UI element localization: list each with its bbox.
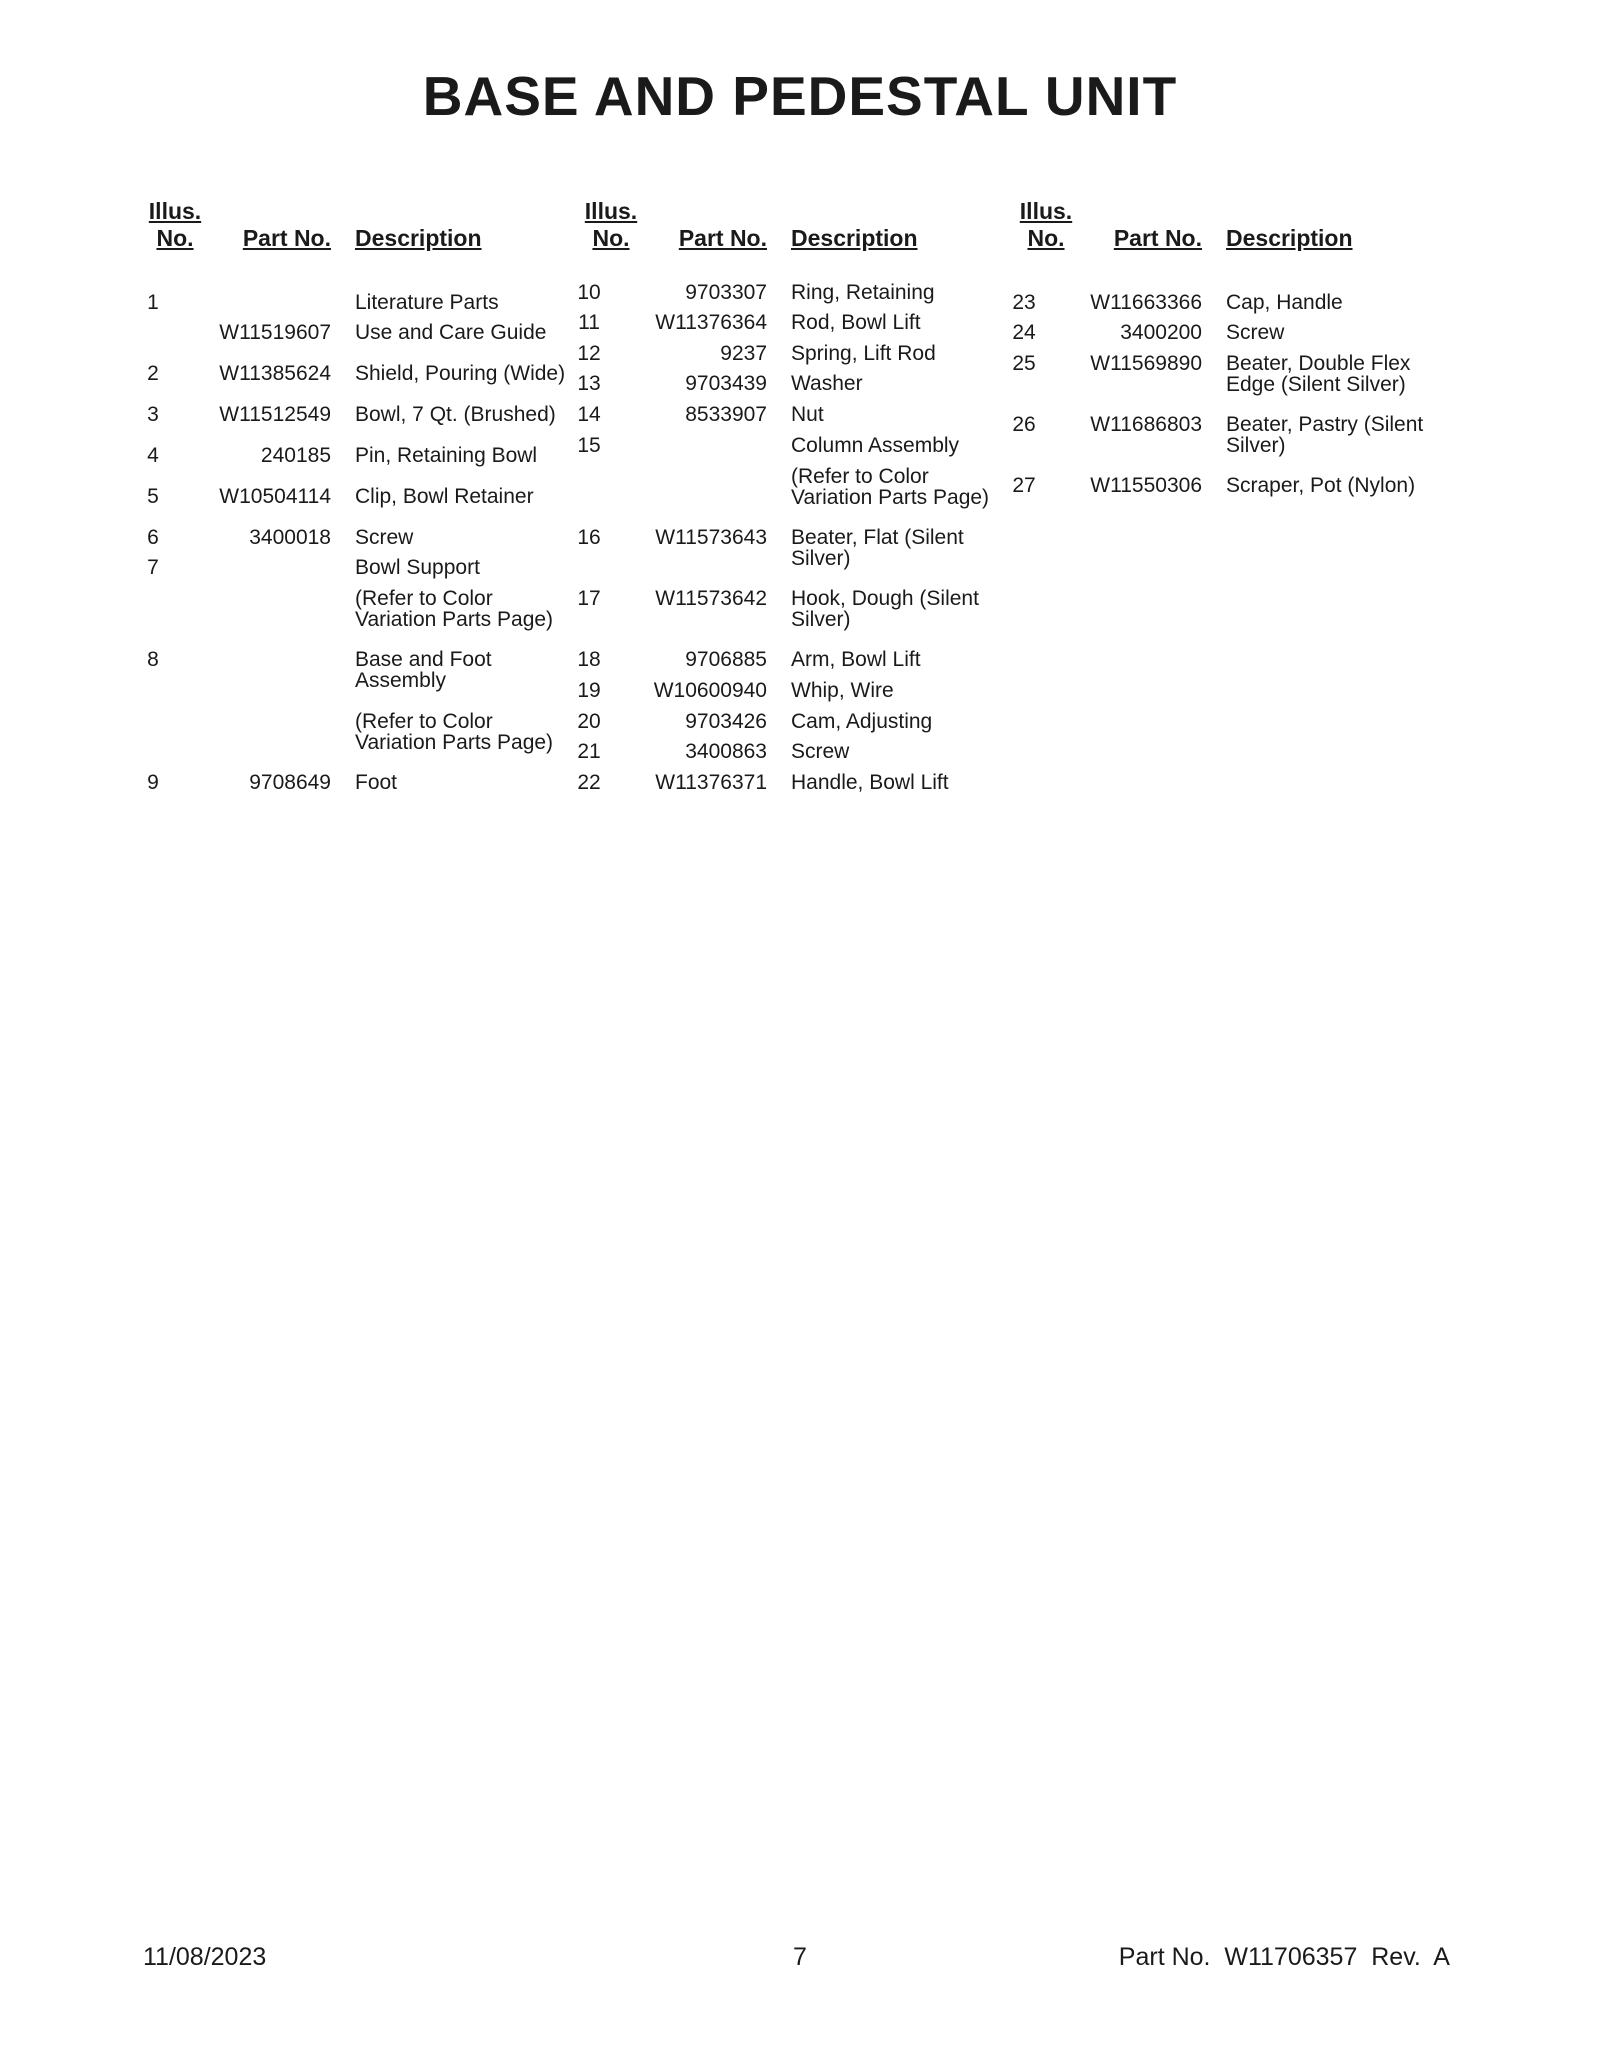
part-number: 9703426	[685, 710, 767, 733]
description-line: Arm, Bowl Lift	[791, 648, 921, 671]
part-description	[791, 527, 964, 569]
description-line: Silver)	[791, 608, 851, 631]
part-number: W11385624	[219, 362, 331, 385]
description-line: Spring, Lift Rod	[791, 342, 936, 365]
description-line: Hook, Dough (Silent	[791, 587, 979, 610]
part-description	[1226, 322, 1284, 343]
footer-part-number: Part No. W11706357 Rev. A	[1118, 1943, 1450, 1971]
illus-number: 6	[147, 526, 159, 549]
part-description	[791, 343, 936, 364]
illus-number: 8	[147, 648, 159, 671]
column-header-illus-no: Illus. No.	[1019, 198, 1073, 251]
illus-number: 13	[577, 372, 601, 395]
illus-number: 17	[577, 587, 601, 610]
description-line: Literature Parts	[355, 291, 499, 314]
illus-number: 21	[577, 740, 601, 763]
description-line: Screw	[355, 526, 414, 549]
part-description	[791, 312, 921, 333]
description-line: (Refer to Color	[355, 710, 493, 733]
illus-number: 18	[577, 648, 601, 671]
part-description	[1226, 475, 1415, 496]
column-header-description: Description	[1226, 225, 1353, 251]
description-line: Cam, Adjusting	[791, 710, 933, 733]
illus-number: 24	[1012, 321, 1036, 344]
part-description	[1226, 292, 1343, 313]
description-line: Washer	[791, 372, 863, 395]
part-description	[355, 711, 553, 753]
illus-number: 23	[1012, 291, 1036, 314]
description-line: Whip, Wire	[791, 679, 894, 702]
part-description	[791, 435, 959, 456]
description-line: Silver)	[1226, 434, 1286, 457]
part-description	[355, 322, 546, 343]
part-number: 9703439	[685, 372, 767, 395]
part-number: W11573643	[655, 526, 767, 549]
description-line: Handle, Bowl Lift	[791, 771, 949, 794]
description-line: Screw	[791, 740, 850, 763]
part-number: W10504114	[219, 485, 331, 508]
page-title: BASE AND PEDESTAL UNIT	[422, 65, 1178, 127]
column-header-part-no: Part No.	[1113, 225, 1202, 251]
part-description	[791, 466, 989, 508]
illus-number: 1	[147, 291, 159, 314]
part-number: W11569890	[1090, 352, 1202, 375]
description-line: (Refer to Color	[791, 465, 929, 488]
illus-number: 25	[1012, 352, 1036, 375]
description-line: Screw	[1226, 321, 1285, 344]
description-line: (Refer to Color	[355, 587, 493, 610]
part-description	[791, 649, 921, 670]
description-line: Rod, Bowl Lift	[791, 311, 921, 334]
description-line: Beater, Double Flex	[1226, 352, 1411, 375]
description-line: Beater, Pastry (Silent	[1226, 413, 1424, 436]
part-description	[355, 772, 397, 793]
illus-number: 15	[577, 434, 601, 457]
illus-number: 27	[1012, 474, 1036, 497]
description-line: Nut	[791, 403, 824, 426]
description-line: Clip, Bowl Retainer	[355, 485, 534, 508]
part-description	[791, 711, 932, 732]
part-number: W11686803	[1090, 413, 1202, 436]
description-line: Base and Foot	[355, 648, 492, 671]
part-number: W11550306	[1090, 474, 1202, 497]
description-line: Foot	[355, 771, 398, 794]
description-line: Shield, Pouring (Wide)	[355, 362, 566, 385]
part-number: W11512549	[219, 403, 331, 426]
part-description	[355, 527, 413, 548]
part-description	[791, 772, 949, 793]
description-line: Cap, Handle	[1226, 291, 1343, 314]
description-line: Edge (Silent Silver)	[1226, 373, 1406, 396]
part-number: 9703307	[685, 281, 767, 304]
part-number: W10600940	[653, 679, 767, 702]
part-description	[355, 588, 553, 630]
description-line: Variation Parts Page)	[791, 486, 990, 509]
illus-number: 4	[147, 444, 159, 467]
description-line: Use and Care Guide	[355, 321, 547, 344]
part-description	[355, 649, 492, 691]
part-number: 240185	[260, 444, 331, 467]
illus-number: 10	[577, 281, 601, 304]
part-description	[791, 373, 863, 394]
part-description	[1226, 353, 1410, 395]
illus-number: 3	[147, 403, 159, 426]
description-line: Ring, Retaining	[791, 281, 935, 304]
column-header-illus-no: Illus. No.	[584, 198, 638, 251]
part-number: 9706885	[685, 648, 767, 671]
part-description	[791, 588, 979, 630]
part-number: W11376364	[655, 311, 767, 334]
part-number: W11663366	[1090, 291, 1202, 314]
part-description	[355, 557, 480, 578]
illus-number: 19	[577, 679, 601, 702]
part-description	[791, 282, 935, 303]
part-number: 3400863	[685, 740, 767, 763]
illus-number: 14	[577, 403, 601, 426]
description-line: Scraper, Pot (Nylon)	[1226, 474, 1416, 497]
column-header-illus-no: Illus. No.	[148, 198, 202, 251]
footer-date: 11/08/2023	[143, 1943, 267, 1971]
description-line: Column Assembly	[791, 434, 960, 457]
part-description	[791, 741, 849, 762]
part-number: W11573642	[655, 587, 767, 610]
footer-page-number: 7	[793, 1943, 807, 1971]
column-header-description: Description	[355, 225, 482, 251]
part-description	[355, 292, 499, 313]
part-number: W11519607	[219, 321, 331, 344]
illus-number: 9	[147, 771, 159, 794]
illus-number: 26	[1012, 413, 1036, 436]
part-description	[355, 445, 537, 466]
description-line: Bowl Support	[355, 556, 480, 579]
part-number: 3400200	[1120, 321, 1202, 344]
part-number: 3400018	[249, 526, 331, 549]
part-description	[1226, 414, 1423, 456]
part-description	[355, 486, 534, 507]
description-line: Beater, Flat (Silent	[791, 526, 964, 549]
description-line: Silver)	[791, 547, 851, 570]
illus-number: 20	[577, 710, 601, 733]
description-line: Bowl, 7 Qt. (Brushed)	[355, 403, 556, 426]
illus-number: 5	[147, 485, 159, 508]
part-number: 9237	[720, 342, 767, 365]
part-description	[355, 404, 556, 425]
part-description	[355, 363, 565, 384]
part-number: 9708649	[249, 771, 331, 794]
column-header-part-no: Part No.	[678, 225, 767, 251]
column-header-description: Description	[791, 225, 918, 251]
description-line: Assembly	[355, 669, 447, 692]
description-line: Variation Parts Page)	[355, 731, 554, 754]
illus-number: 2	[147, 362, 159, 385]
illus-number: 16	[577, 526, 601, 549]
part-number: W11376371	[655, 771, 767, 794]
illus-number: 12	[577, 342, 601, 365]
part-number: 8533907	[685, 403, 767, 426]
illus-number: 7	[147, 556, 159, 579]
column-header-part-no: Part No.	[242, 225, 331, 251]
part-description	[791, 680, 894, 701]
description-line: Variation Parts Page)	[355, 608, 554, 631]
part-description	[791, 404, 824, 425]
illus-number: 11	[578, 311, 600, 334]
description-line: Pin, Retaining Bowl	[355, 444, 538, 467]
illus-number: 22	[577, 771, 601, 794]
